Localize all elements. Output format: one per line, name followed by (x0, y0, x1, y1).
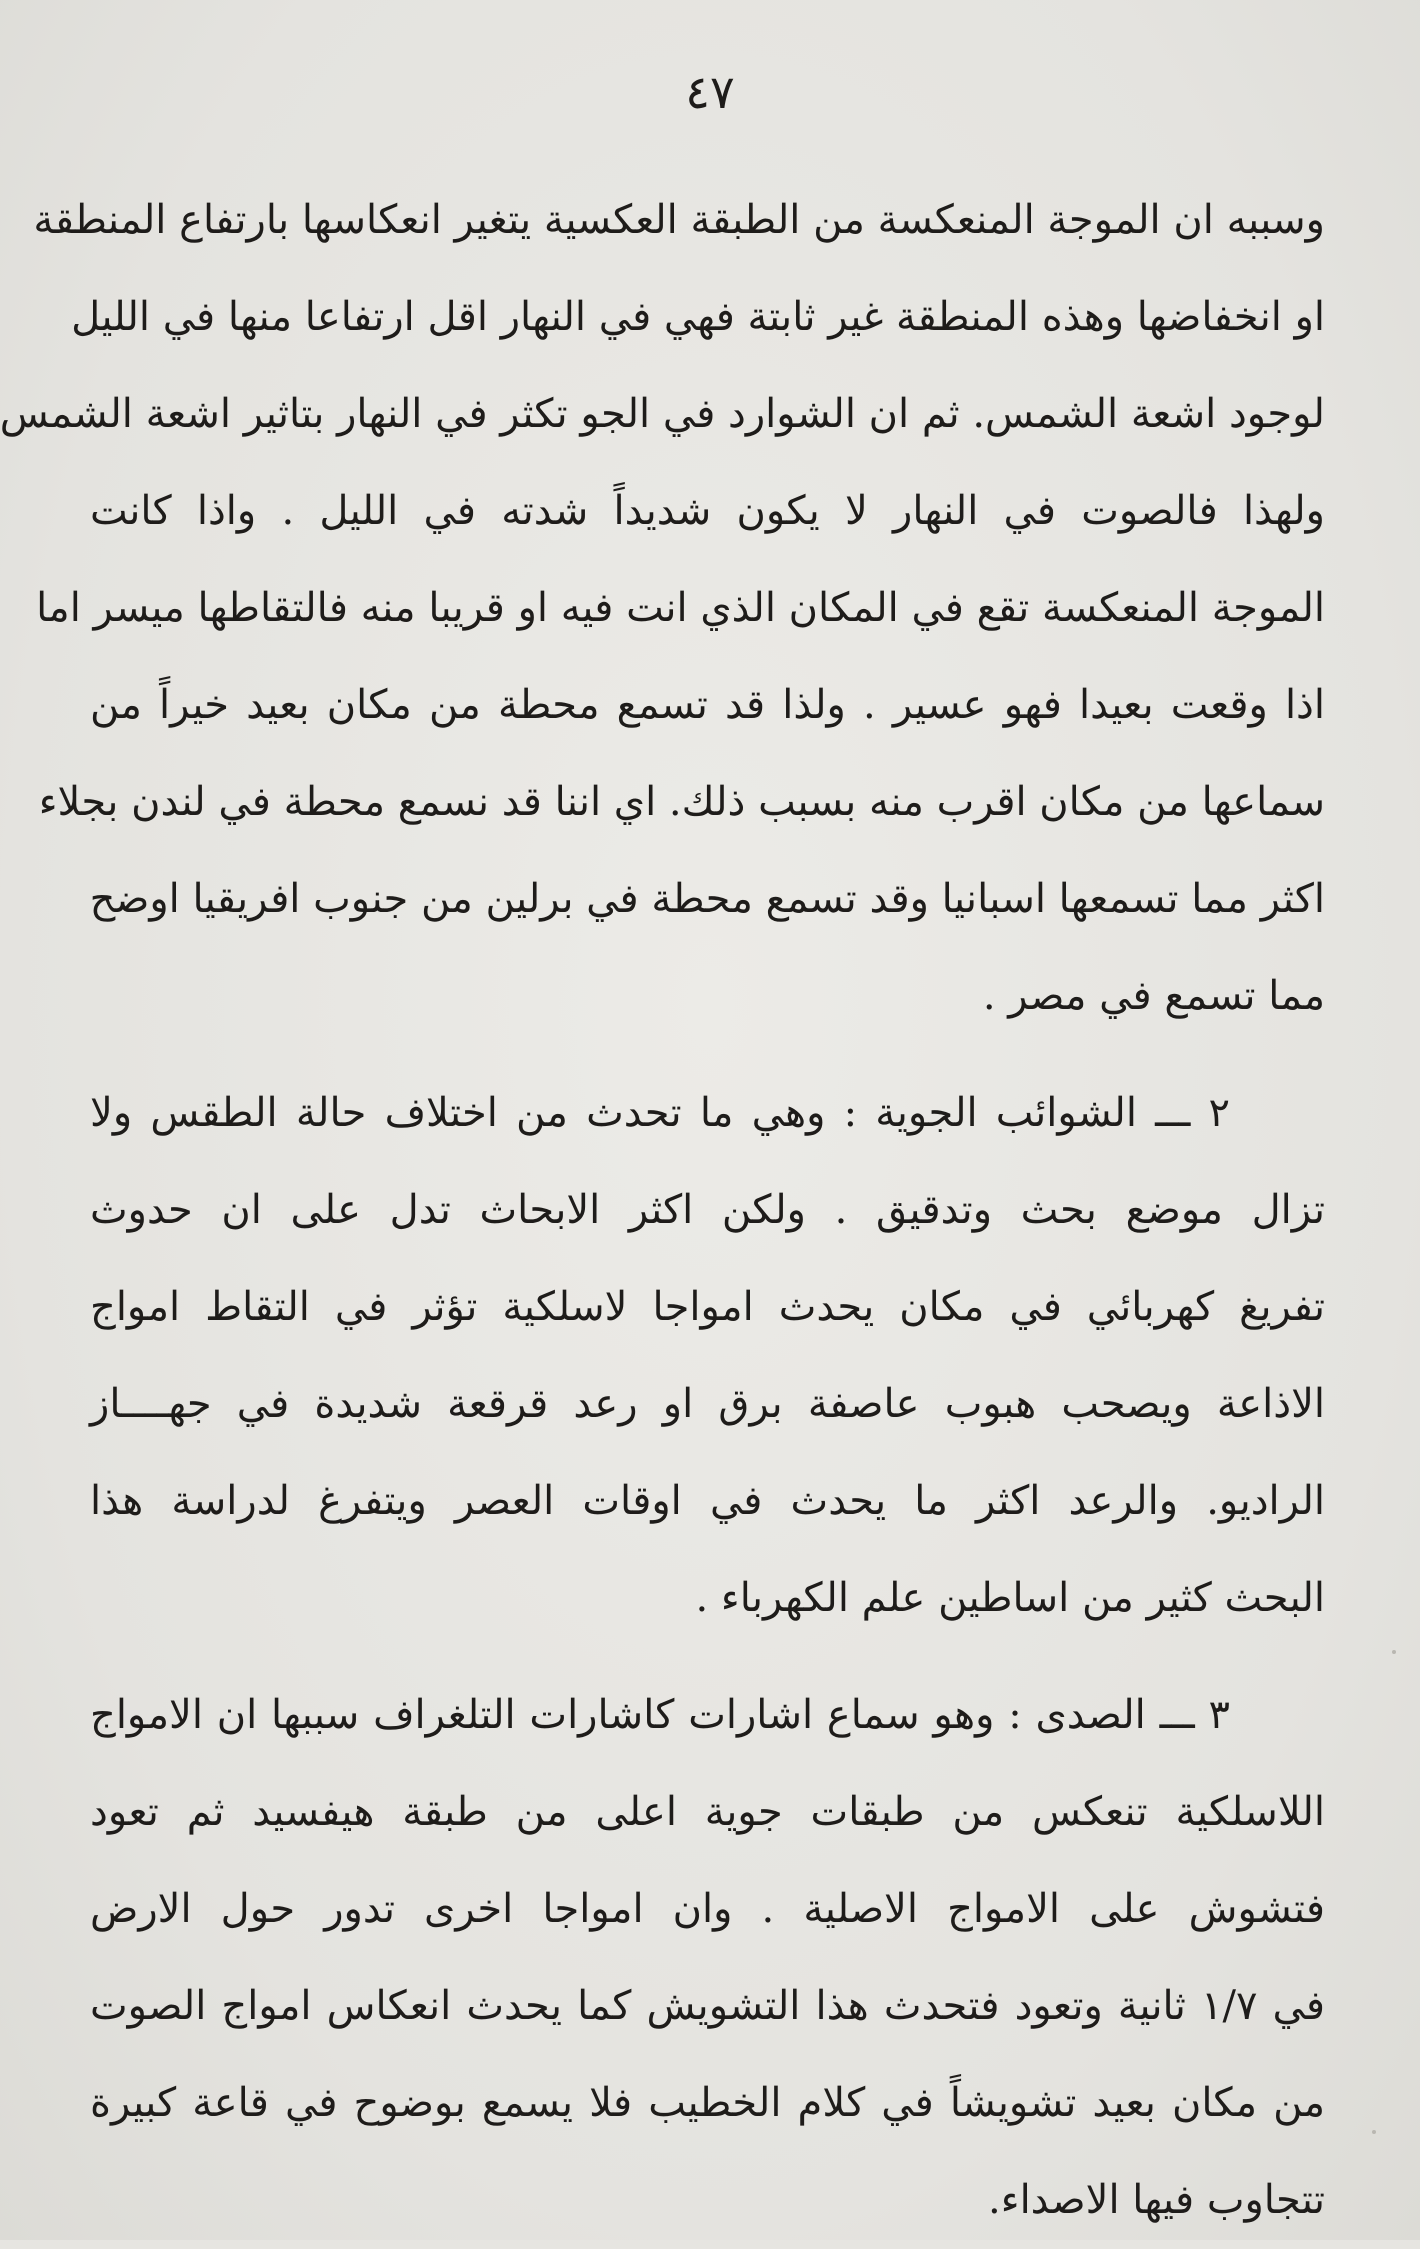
text-line: الموجة المنعكسة تقع في المكان الذي انت فيه او قريبا منه فالتقاطها ميسر اما (36, 585, 1325, 631)
text-line: ولهذا فالصوت في النهار لا يكون شديداً شدته في الليل . واذا كانت (90, 488, 1325, 534)
text-line: الراديو. والرعد اكثر ما يحدث في اوقات العصر ويتفرغ لدراسة هذا (90, 1478, 1325, 1524)
text-line: اللاسلكية تنعكس من طبقات جوية اعلى من طبقة هيفسيد ثم تعود (90, 1789, 1325, 1835)
text-line: مما تسمع في مصر . (982, 973, 1325, 1019)
text-line: في ١/٧ ثانية وتعود فتحدث هذا التشويش كما يحدث انعكاس امواج الصوت (90, 1983, 1325, 2029)
text-line: ٣ ـــ الصدى : وهو سماع اشارات كاشارات التلغراف سببها ان الامواج (90, 1692, 1230, 1738)
text-line: سماعها من مكان اقرب منه بسبب ذلك. اي اننا قد نسمع محطة في لندن بجلاء (38, 779, 1325, 825)
text-line: الاذاعة ويصحب هبوب عاصفة برق او رعد قرقعة شديدة في جهــــاز (90, 1381, 1325, 1427)
text-line: وسببه ان الموجة المنعكسة من الطبقة العكسية يتغير انعكاسها بارتفاع المنطقة (33, 197, 1325, 243)
text-line: اذا وقعت بعيدا فهو عسير . ولذا قد تسمع محطة من مكان بعيد خيراً من (90, 682, 1325, 728)
text-line: البحث كثير من اساطين علم الكهرباء . (695, 1575, 1325, 1621)
text-line: تفريغ كهربائي في مكان يحدث امواجا لاسلكية تؤثر في التقاط امواج (90, 1284, 1325, 1330)
text-line: فتشوش على الامواج الاصلية . وان امواجا اخرى تدور حول الارض (90, 1886, 1325, 1932)
text-line: تتجاوب فيها الاصداء. (988, 2177, 1325, 2223)
text-line: من مكان بعيد تشويشاً في كلام الخطيب فلا يسمع بوضوح في قاعة كبيرة (90, 2080, 1325, 2126)
paragraph-2-atmospheric-interference (90, 1065, 1325, 1647)
text-line: تزال موضع بحث وتدقيق . ولكن اكثر الابحاث تدل على ان حدوث (90, 1187, 1325, 1233)
page-number: ٤٧ (685, 65, 735, 119)
paragraph-3-echo (90, 1667, 1325, 2249)
page-body (0, 172, 1325, 2249)
scan-speck (1372, 2130, 1376, 2134)
paragraph-1 (0, 172, 1325, 1045)
text-line: لوجود اشعة الشمس. ثم ان الشوارد في الجو تكثر في النهار بتاثير اشعة الشمس (0, 391, 1325, 437)
scan-speck (1392, 1650, 1396, 1654)
text-line: ٢ ـــ الشوائب الجوية : وهي ما تحدث من اختلاف حالة الطقس ولا (90, 1090, 1230, 1136)
text-line: اكثر مما تسمعها اسبانيا وقد تسمع محطة في برلين من جنوب افريقيا اوضح (89, 876, 1325, 922)
text-line: او انخفاضها وهذه المنطقة غير ثابتة فهي في النهار اقل ارتفاعا منها في الليل (71, 294, 1325, 340)
